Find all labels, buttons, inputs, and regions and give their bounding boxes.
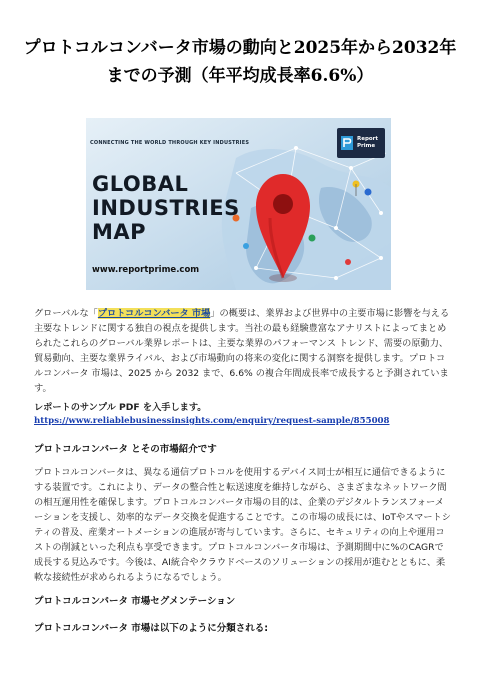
banner-title-line: INDUSTRIES: [92, 196, 240, 220]
intro-paragraph: グローバルな「プロトコルコンバータ 市場」の概要は、業界および世界中の主要市場に影響を与える主要なトレンドに関する独自の視点を提供します。当社の最も経験豊富なアナリストによってまとめられたこれらのグローバル業界レポートは、主要な業界のパフォーマンス トレンド、需要の原動力、貿易動向、主要な業界ライバル、および市場動向の将来の変化に関する洞察を提供します。プロトコルコンバータ 市場は、2025 から 2032 まで、6.6% の複合年間成長率で成長すると予測されています。: [34, 308, 450, 394]
sample-request: [34, 401, 452, 428]
banner-title-line: MAP: [92, 220, 147, 244]
global-industries-map-banner: [86, 118, 391, 290]
section-intro-body: プロトコルコンバータは、異なる通信プロトコルを使用するデバイス同士が相互に通信できるようにする装置です。これにより、データの整合性と転送速度を維持しながら、さまざまなネットワーク間の相互運用性を確保します。プロトコルコンバータ市場の目的は、企業のデジタルトランスフォーメーションを支援し、効率的なデータ交換を促進することです。この市場の成長には、IoTやスマートシティの普及、産業オートメーションの進展が寄与しています。さらに、セキュリティの向上や運用コストの削減といった利点も享受できます。プロトコルコンバータ市場は、予測期間中に%のCAGRで成長する見込みです。今後は、AI統合やクラウドベースのソリューションの採用が進むとともに、柔軟な接続性が求められるようになるでしょう。: [34, 467, 451, 583]
report-prime-logo-text: Report Prime: [357, 136, 379, 149]
banner-website: www.reportprime.com: [92, 265, 200, 275]
banner-title-line: GLOBAL: [92, 172, 189, 196]
report-prime-logo: [337, 128, 385, 158]
banner-title: [92, 172, 240, 244]
sample-label: レポートのサンプル PDF を入手します。: [34, 402, 207, 413]
document-title: プロトコルコンバータ市場の動向と2025年から2032年までの予測（年平均成長率6.6%）: [23, 38, 457, 86]
section-heading-segmentation: プロトコルコンバータ 市場セグメンテーション: [34, 596, 236, 607]
market-name-link[interactable]: プロトコルコンバータ 市場: [97, 308, 211, 319]
banner-tagline: CONNECTING THE WORLD THROUGH KEY INDUSTRIES: [90, 140, 250, 146]
report-prime-logo-icon: [341, 136, 353, 150]
sample-request-link[interactable]: https://www.reliablebusinessinsights.com/enquiry/request-sample/855008: [34, 416, 390, 426]
section-heading-intro: プロトコルコンバータ とその市場紹介です: [34, 444, 217, 455]
section-heading-classification: プロトコルコンバータ 市場は以下のように分類される:: [34, 623, 269, 634]
